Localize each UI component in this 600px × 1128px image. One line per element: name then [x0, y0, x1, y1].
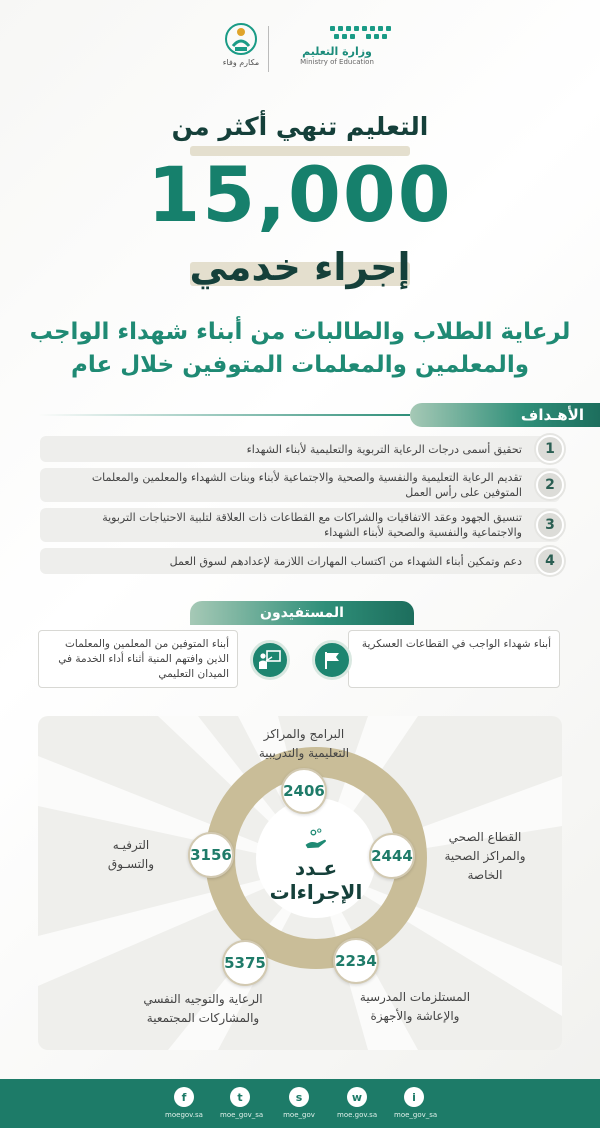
moe-logo	[282, 26, 392, 66]
goal-text: دعم وتمكين أبناء الشهداء من اكتساب المهارات اللازمة لإعدادهم لسوق العمل	[169, 554, 522, 568]
procedure-label-supplies	[330, 988, 500, 1026]
center-title-line1: عـدد	[294, 856, 338, 880]
goal-text: تنسيق الجهود وعقد الاتفاقيات والشراكات مع القطاعات ذات العلاقة لتلبية الاحتياجات التربوية والاجتماعية والنفسية والصحية لأبناء الشهداء	[102, 511, 522, 539]
procedure-value-education: 2406	[281, 768, 327, 814]
goal-text: تحقيق أسمى درجات الرعاية التربوية والتعليمية لأبناء الشهداء	[246, 442, 522, 456]
hero-headline: إجراء خدمي	[189, 245, 411, 289]
label-line: القطاع الصحي	[448, 830, 522, 844]
hero-subtitle-line1: لرعاية الطلاب والطالبات من أبناء شهداء الواجب	[29, 319, 571, 345]
label-line: والتسـوق	[107, 857, 155, 871]
goal-number: 4	[536, 547, 564, 575]
procedure-label-health	[420, 828, 550, 885]
goal-number: 2	[536, 471, 564, 499]
hero-number: 15,000	[147, 150, 453, 239]
label-line: والمشاركات المجتمعية	[146, 1011, 260, 1025]
procedure-value-supplies: 2234	[333, 938, 379, 984]
beneficiary-military: أبناء شهداء الواجب في القطاعات العسكرية	[348, 630, 560, 688]
moe-name-en: Ministry of Education	[300, 58, 374, 66]
social-handle: moe_gov_sa	[394, 1111, 438, 1119]
beneficiaries-title: المستفيدون	[190, 601, 414, 625]
teacher-icon	[250, 640, 290, 680]
procedure-label-psych	[118, 990, 288, 1028]
social-twitter[interactable]	[220, 1087, 264, 1119]
social-facebook[interactable]	[164, 1087, 204, 1119]
footer-social-bar	[0, 1079, 600, 1128]
wafa-mark-icon	[224, 22, 258, 56]
hero-subtitle	[0, 316, 600, 382]
wafa-name: مكارم وفاء	[222, 58, 260, 67]
procedure-value-psych: 5375	[222, 940, 268, 986]
hand-gears-icon	[292, 826, 340, 856]
procedure-value-leisure: 3156	[188, 832, 234, 878]
beneficiary-teachers: أبناء المتوفين من المعلمين والمعلمات الذين وافتهم المنية أثناء أداء الخدمة في الميدان التعليمي	[38, 630, 238, 688]
logo-divider	[268, 26, 269, 72]
label-line: المستلزمات المدرسية	[359, 990, 471, 1004]
social-handle: moe.gov.sa	[337, 1111, 378, 1119]
social-handle: moe_gov	[283, 1111, 315, 1119]
goal-item	[40, 508, 560, 542]
web-icon: w	[347, 1087, 367, 1107]
hero-subtitle-line2: والمعلمين والمعلمات المتوفين خلال عام	[70, 352, 529, 378]
social-handle: moegov.sa	[165, 1111, 203, 1119]
facebook-icon: f	[174, 1087, 194, 1107]
social-instagram[interactable]	[394, 1087, 438, 1119]
wafa-logo	[218, 22, 264, 67]
snapchat-icon: s	[289, 1087, 309, 1107]
header-logos	[0, 20, 600, 80]
moe-dots-icon	[330, 26, 392, 42]
label-line: والمراكز الصحية	[444, 849, 526, 863]
label-line: الخاصة	[467, 868, 503, 882]
procedure-value-health: 2444	[369, 833, 415, 879]
center-title-line2: الإجراءات	[269, 880, 363, 904]
goal-number: 1	[536, 435, 564, 463]
flag-icon	[312, 640, 352, 680]
twitter-icon: t	[230, 1087, 250, 1107]
social-handle: moe_gov_sa	[220, 1111, 264, 1119]
social-snapchat[interactable]	[279, 1087, 319, 1119]
goal-number: 3	[536, 511, 564, 539]
goal-text: تقديم الرعاية التعليمية والنفسية والصحية والاجتماعية لأبناء وبنات الشهداء والمعلمين والمعلمات المتوفين على رأس العمل	[91, 471, 522, 499]
label-line: التعليمية والتدريبية	[258, 746, 350, 760]
goal-item	[40, 548, 560, 574]
moe-name-ar: وزارة التعليم	[302, 45, 372, 58]
label-line: الترفيـه	[112, 838, 150, 852]
goals-title: الأهـداف	[410, 403, 600, 427]
procedure-label-leisure	[86, 836, 176, 874]
goal-item	[40, 436, 560, 462]
label-line: البرامج والمراكز	[263, 727, 345, 741]
label-line: الرعاية والتوجيه النفسي	[143, 992, 263, 1006]
hero-intro: التعليم تنهي أكثر من	[171, 112, 429, 141]
goal-item	[40, 468, 560, 502]
social-web[interactable]	[337, 1087, 377, 1119]
label-line: والإعاشة والأجهزة	[370, 1009, 460, 1023]
procedure-label-education	[214, 725, 394, 763]
instagram-icon: i	[404, 1087, 424, 1107]
